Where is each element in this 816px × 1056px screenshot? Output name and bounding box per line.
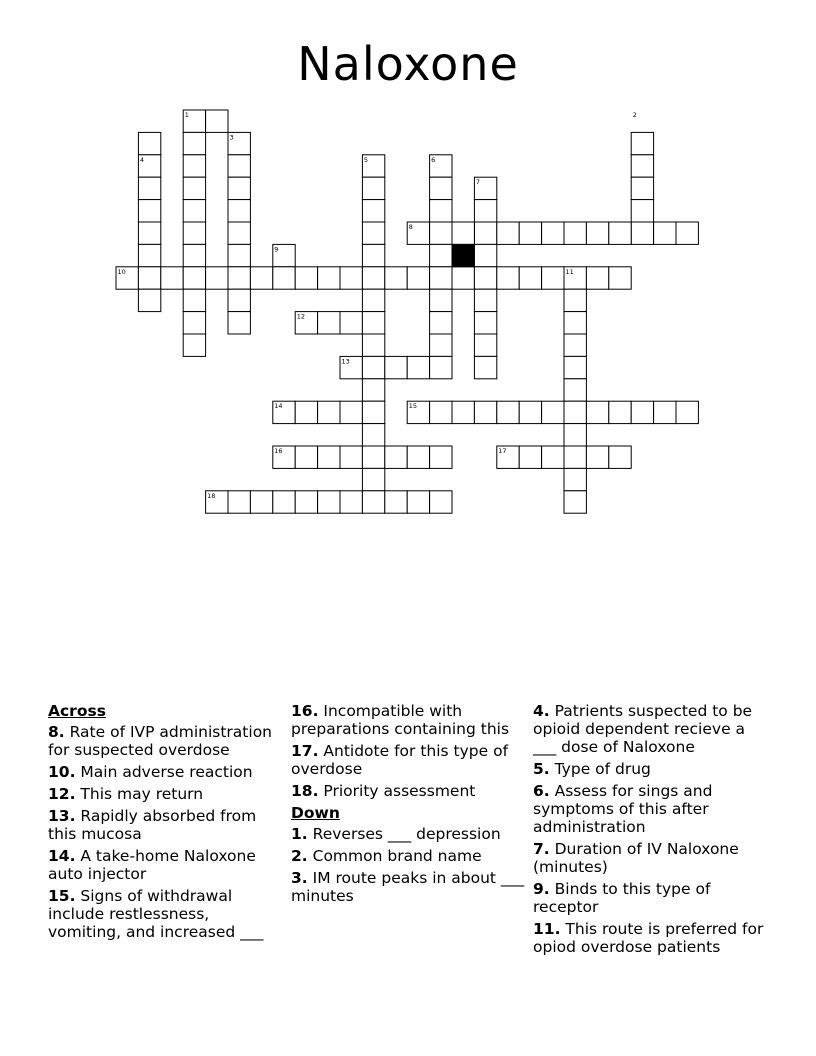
clue-number: 1.	[291, 825, 308, 843]
clue-number: 7.	[533, 840, 550, 858]
grid-cell[interactable]	[631, 155, 653, 177]
grid-cell[interactable]	[183, 289, 205, 311]
grid-cell[interactable]	[609, 267, 631, 289]
grid-cell[interactable]	[295, 401, 317, 423]
grid-cell[interactable]	[183, 312, 205, 334]
grid-cell[interactable]	[564, 312, 586, 334]
grid-cell[interactable]	[362, 491, 384, 513]
grid-cell[interactable]	[676, 222, 698, 244]
clue-across-17	[291, 742, 525, 778]
clue-number: 2.	[291, 847, 308, 865]
grid-cell[interactable]	[609, 446, 631, 468]
clue-text: Type of drug	[554, 760, 651, 778]
grid-cell[interactable]	[318, 446, 340, 468]
clue-number: 4.	[533, 702, 550, 720]
grid-cell[interactable]	[295, 446, 317, 468]
clue-down-3	[291, 869, 525, 905]
clue-number: 12.	[48, 785, 76, 803]
grid-cell[interactable]	[474, 200, 496, 222]
clue-text: IM route peaks in about ___ minutes	[291, 869, 525, 905]
clue-across-15	[48, 887, 282, 941]
grid-cell[interactable]	[362, 289, 384, 311]
grid-cell[interactable]	[138, 267, 160, 289]
clue-text: Priority assessment	[323, 782, 476, 800]
grid-cell[interactable]	[385, 267, 407, 289]
grid-cell[interactable]	[452, 222, 474, 244]
clue-down-7	[533, 840, 767, 876]
grid-cell[interactable]	[183, 132, 205, 154]
grid-cell[interactable]	[430, 244, 452, 266]
clue-down-2	[291, 847, 525, 865]
grid-cell[interactable]	[474, 244, 496, 266]
clue-down-9	[533, 880, 767, 916]
cell-number: 1	[184, 111, 189, 119]
cell-number: 16	[274, 447, 283, 455]
grid-cell[interactable]	[564, 379, 586, 401]
grid-cell[interactable]	[183, 222, 205, 244]
clue-number: 6.	[533, 782, 550, 800]
clue-down-6	[533, 782, 767, 836]
grid-cell[interactable]	[430, 401, 452, 423]
grid-cell[interactable]	[228, 222, 250, 244]
black-cell	[452, 244, 474, 266]
grid-cell[interactable]	[362, 267, 384, 289]
grid-cell[interactable]	[654, 401, 676, 423]
clue-down-11	[533, 920, 767, 956]
clue-number: 15.	[48, 887, 76, 905]
grid-cell[interactable]	[474, 401, 496, 423]
grid-cell[interactable]	[474, 289, 496, 311]
clue-column-2	[291, 702, 525, 909]
cell-number: 14	[274, 402, 283, 411]
grid-cell[interactable]	[519, 267, 541, 289]
grid-cell[interactable]	[430, 491, 452, 513]
grid-cell[interactable]	[183, 244, 205, 266]
grid-cell[interactable]	[542, 401, 564, 423]
grid-cell[interactable]	[385, 491, 407, 513]
grid-cell[interactable]	[564, 356, 586, 378]
clue-across-12	[48, 785, 282, 803]
clue-text: Duration of IV Naloxone (minutes)	[533, 840, 739, 876]
cell-number: 10	[117, 267, 126, 276]
clue-text: This may return	[80, 785, 204, 803]
grid-cell[interactable]	[452, 401, 474, 423]
grid-cell[interactable]	[228, 491, 250, 513]
grid-cell[interactable]	[362, 468, 384, 490]
cell-number: 15	[408, 402, 417, 411]
clue-number: 18.	[291, 782, 319, 800]
grid-cell[interactable]	[340, 491, 362, 513]
grid-cell[interactable]	[183, 155, 205, 177]
grid-cell[interactable]	[295, 267, 317, 289]
cell-number: 11	[565, 267, 574, 276]
grid-cell[interactable]	[385, 356, 407, 378]
grid-cell[interactable]	[362, 379, 384, 401]
grid-cell[interactable]	[295, 491, 317, 513]
cell-number: 17	[498, 447, 507, 455]
grid-cell[interactable]	[228, 267, 250, 289]
clue-number: 3.	[291, 869, 308, 887]
grid-cell[interactable]	[362, 312, 384, 334]
cell-number: 8	[408, 223, 413, 231]
grid-cell[interactable]	[407, 446, 429, 468]
clue-down-4	[533, 702, 767, 756]
clue-text: Antidote for this type of overdose	[291, 742, 509, 778]
grid-cell[interactable]	[407, 491, 429, 513]
grid-cell[interactable]	[362, 356, 384, 378]
clue-number: 9.	[533, 880, 550, 898]
grid-cell[interactable]	[564, 334, 586, 356]
clue-text: Incompatible with preparations containing this	[291, 702, 510, 738]
grid-cell[interactable]	[519, 222, 541, 244]
grid-cell[interactable]	[631, 132, 653, 154]
down-heading: Down	[291, 804, 340, 822]
grid-cell[interactable]	[183, 200, 205, 222]
grid-cell[interactable]	[497, 267, 519, 289]
grid-cell[interactable]	[497, 401, 519, 423]
grid-cell[interactable]	[362, 401, 384, 423]
grid-cell[interactable]	[564, 289, 586, 311]
grid-cell[interactable]	[206, 267, 228, 289]
grid-cell[interactable]	[609, 401, 631, 423]
clue-number: 16.	[291, 702, 319, 720]
cell-number: 7	[475, 178, 481, 187]
grid-cell[interactable]	[273, 491, 295, 513]
grid-cell[interactable]	[183, 177, 205, 199]
grid-cell[interactable]	[542, 222, 564, 244]
grid-cell[interactable]	[138, 222, 160, 244]
grid-cell[interactable]	[430, 200, 452, 222]
grid-cell[interactable]	[564, 446, 586, 468]
clue-text: Rate of IVP administration for suspected overdose	[48, 723, 272, 759]
cell-number: 12	[296, 312, 305, 321]
clue-number: 11.	[533, 920, 561, 938]
cell-number: 2	[632, 111, 637, 119]
grid-cell[interactable]	[452, 267, 474, 289]
grid-cell[interactable]	[362, 200, 384, 222]
grid-cell[interactable]	[183, 334, 205, 356]
grid-cell[interactable]	[676, 401, 698, 423]
clue-text: Binds to this type of receptor	[533, 880, 711, 916]
grid-cell[interactable]	[430, 177, 452, 199]
clue-number: 17.	[291, 742, 319, 760]
cell-number: 6	[431, 155, 436, 164]
clue-text: Assess for sings and symptoms of this after administration	[533, 782, 713, 836]
grid-cell[interactable]	[654, 222, 676, 244]
grid-cell[interactable]	[228, 289, 250, 311]
clue-text: Main adverse reaction	[80, 763, 253, 781]
clue-number: 10.	[48, 763, 76, 781]
grid-cell[interactable]	[474, 334, 496, 356]
grid-cell[interactable]	[228, 244, 250, 266]
clue-text: This route is preferred for opiod overdose patients	[533, 920, 764, 956]
grid-cell[interactable]	[228, 312, 250, 334]
grid-cell[interactable]	[497, 222, 519, 244]
clue-text: Rapidly absorbed from this mucosa	[48, 807, 257, 843]
grid-cell[interactable]	[385, 446, 407, 468]
cell-number: 9	[274, 245, 279, 254]
clue-column-1	[48, 702, 282, 945]
puzzle-title: Naloxone	[297, 37, 519, 91]
grid-cell[interactable]	[362, 424, 384, 446]
grid-cell[interactable]	[564, 222, 586, 244]
grid-cell[interactable]	[138, 289, 160, 311]
clue-number: 13.	[48, 807, 76, 825]
grid-cell[interactable]	[430, 289, 452, 311]
clue-down-5	[533, 760, 767, 778]
grid-cell[interactable]	[138, 244, 160, 266]
grid-cell[interactable]	[631, 222, 653, 244]
clue-text: Patrients suspected to be opioid dependent recieve a ___ dose of Naloxone	[533, 702, 753, 756]
grid-cell[interactable]	[250, 267, 272, 289]
cell-number: 13	[341, 357, 350, 366]
grid-cell[interactable]	[273, 267, 295, 289]
clue-text: Common brand name	[312, 847, 482, 865]
clue-column-3	[533, 702, 767, 960]
grid-cell[interactable]	[228, 155, 250, 177]
clue-across-8	[48, 723, 282, 759]
clue-text: Signs of withdrawal include restlessness, vomiting, and increased ___	[48, 887, 264, 941]
grid-cell[interactable]	[161, 267, 183, 289]
grid-cell[interactable]	[631, 177, 653, 199]
grid-cell[interactable]	[340, 312, 362, 334]
grid-cell[interactable]	[362, 244, 384, 266]
grid-cell[interactable]	[542, 267, 564, 289]
grid-cell[interactable]	[430, 446, 452, 468]
grid-cell[interactable]	[474, 312, 496, 334]
grid-cell[interactable]	[318, 401, 340, 423]
grid-cell[interactable]	[631, 401, 653, 423]
clue-down-1	[291, 825, 525, 843]
clue-number: 5.	[533, 760, 550, 778]
grid-cell[interactable]	[430, 267, 452, 289]
grid-cell[interactable]	[542, 446, 564, 468]
grid-cell[interactable]	[586, 446, 608, 468]
grid-cell[interactable]	[362, 177, 384, 199]
grid-cell[interactable]	[318, 312, 340, 334]
grid-cell[interactable]	[138, 132, 160, 154]
grid-cell[interactable]	[318, 491, 340, 513]
grid-cell[interactable]	[631, 200, 653, 222]
clue-text: Reverses ___ depression	[312, 825, 501, 843]
grid-cell[interactable]	[183, 267, 205, 289]
grid-cell[interactable]	[340, 446, 362, 468]
grid-cell[interactable]	[138, 200, 160, 222]
across-heading: Across	[48, 702, 106, 720]
clue-number: 14.	[48, 847, 76, 865]
grid-cell[interactable]	[362, 446, 384, 468]
cell-number: 4	[139, 155, 145, 164]
cell-number: 5	[363, 155, 369, 164]
grid-cell[interactable]	[318, 267, 340, 289]
grid-cell[interactable]	[362, 222, 384, 244]
grid-cell[interactable]	[340, 401, 362, 423]
grid-cell[interactable]	[586, 267, 608, 289]
grid-cell[interactable]	[407, 267, 429, 289]
grid-cell[interactable]	[474, 222, 496, 244]
grid-cell[interactable]	[586, 401, 608, 423]
grid-cell[interactable]	[564, 424, 586, 446]
cell-number: 3	[229, 133, 234, 142]
grid-cell[interactable]	[228, 177, 250, 199]
grid-cell[interactable]	[586, 222, 608, 244]
clue-across-10	[48, 763, 282, 781]
grid-cell[interactable]	[430, 356, 452, 378]
grid-cell[interactable]	[340, 267, 362, 289]
grid-cell[interactable]	[430, 334, 452, 356]
grid-cell[interactable]	[564, 401, 586, 423]
grid-cell[interactable]	[474, 267, 496, 289]
grid-cell[interactable]	[362, 334, 384, 356]
grid-cell[interactable]	[609, 222, 631, 244]
grid-cell[interactable]	[407, 356, 429, 378]
clue-text: A take-home Naloxone auto injector	[48, 847, 256, 883]
grid-cell[interactable]	[206, 110, 228, 132]
clue-across-13	[48, 807, 282, 843]
grid-cell[interactable]	[519, 446, 541, 468]
cell-number: 18	[207, 491, 216, 500]
grid-cell[interactable]	[430, 222, 452, 244]
grid-cell[interactable]	[564, 491, 586, 513]
clue-across-14	[48, 847, 282, 883]
grid-cell[interactable]	[564, 468, 586, 490]
clue-number: 8.	[48, 723, 65, 741]
grid-cell[interactable]	[430, 312, 452, 334]
grid-cell[interactable]	[138, 177, 160, 199]
grid-cell[interactable]	[519, 401, 541, 423]
grid-cell[interactable]	[250, 491, 272, 513]
grid-cell[interactable]	[228, 200, 250, 222]
clue-across-18	[291, 782, 525, 800]
clue-across-16	[291, 702, 525, 738]
grid-cell[interactable]	[474, 356, 496, 378]
